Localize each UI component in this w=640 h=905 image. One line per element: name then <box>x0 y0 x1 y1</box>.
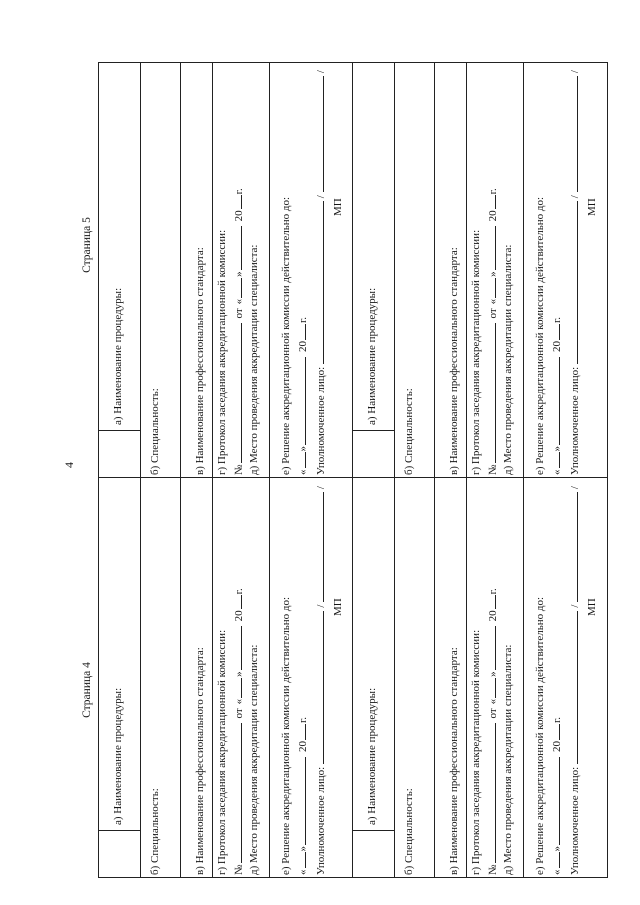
signature-blank <box>313 201 324 364</box>
protocol-number-blank <box>231 724 242 864</box>
signature-blank <box>567 611 578 764</box>
venue-label: д) Место проведения аккредитации специалиста: <box>248 244 260 475</box>
valid-day-blank <box>549 453 560 469</box>
protocol-year-suffix: г. <box>233 588 245 595</box>
accreditation-card <box>352 62 608 478</box>
row-divider <box>180 62 181 478</box>
protocol-year-blank <box>231 195 242 209</box>
protocol-from-label: от <box>233 308 245 319</box>
protocol-quote-open: « <box>487 698 499 705</box>
valid-quote-close: » <box>551 846 563 852</box>
specialty-label: б) Специальность: <box>149 788 161 875</box>
stamp-label: МП <box>332 198 344 216</box>
valid-year-blank <box>549 324 560 340</box>
row-divider <box>212 62 213 478</box>
valid-until-label: е) Решение аккредитационной комиссии действительно до: <box>534 596 546 875</box>
protocol-label: г) Протокол заседания аккредитационной комиссии: <box>216 229 228 475</box>
protocol-year-prefix: 20 <box>233 610 245 622</box>
page-title-5: Страница 5 <box>81 217 93 273</box>
valid-until-date-line <box>549 317 564 475</box>
standard-label: в) Наименование профессионального стандарта: <box>448 247 460 475</box>
valid-year-prefix: 20 <box>297 341 309 352</box>
protocol-number-blank <box>485 324 496 464</box>
row-divider <box>466 478 467 878</box>
specialty-label: б) Специальность: <box>149 388 161 475</box>
valid-quote-open: « <box>297 469 309 475</box>
signatory-line <box>313 486 328 875</box>
valid-until-label: е) Решение аккредитационной комиссии действительно до: <box>534 196 546 475</box>
row-divider <box>523 478 524 878</box>
valid-year-suffix: г. <box>551 316 563 323</box>
procedure-label: а) Наименование процедуры: <box>112 287 124 425</box>
valid-year-prefix: 20 <box>551 341 563 352</box>
standard-label: в) Наименование профессионального стандарта: <box>194 647 206 875</box>
signature-slash: / <box>569 604 581 608</box>
stamp-label: МП <box>586 598 598 616</box>
protocol-month-blank <box>231 626 242 670</box>
number-sign: № <box>487 464 499 475</box>
protocol-year-suffix: г. <box>487 588 499 595</box>
protocol-year-prefix: 20 <box>487 610 499 622</box>
stamp-label: МП <box>586 198 598 216</box>
valid-quote-close: » <box>297 446 309 452</box>
protocol-month-blank <box>231 226 242 270</box>
row-divider <box>466 62 467 478</box>
accreditation-card <box>98 478 352 878</box>
protocol-number-blank <box>231 324 242 464</box>
protocol-number-line <box>485 588 500 875</box>
protocol-number-blank <box>485 724 496 864</box>
valid-day-blank <box>549 853 560 869</box>
protocol-from-label: от <box>233 708 245 719</box>
row-divider <box>434 62 435 478</box>
valid-quote-open: « <box>551 469 563 475</box>
specialty-label: б) Специальность: <box>403 388 415 475</box>
number-sign: № <box>487 864 499 875</box>
procedure-label: а) Наименование процедуры: <box>366 687 378 825</box>
protocol-quote-open: « <box>487 298 499 305</box>
valid-day-blank <box>295 453 306 469</box>
valid-year-prefix: 20 <box>297 741 309 752</box>
protocol-year-blank <box>485 195 496 209</box>
protocol-quote-open: « <box>233 298 245 305</box>
row-divider <box>269 478 270 878</box>
protocol-year-blank <box>485 595 496 609</box>
signatory-name-slash: / <box>315 70 327 74</box>
procedure-mark-box <box>352 430 394 478</box>
signatory-name-blank <box>567 492 578 601</box>
signature-slash: / <box>569 195 581 199</box>
signatory-label: Уполномоченное лицо: <box>569 766 581 875</box>
protocol-quote-close: » <box>487 271 499 277</box>
page-title-4: Страница 4 <box>81 662 93 718</box>
signatory-label: Уполномоченное лицо: <box>569 366 581 475</box>
row-divider <box>523 62 524 478</box>
row-divider <box>212 478 213 878</box>
valid-day-blank <box>295 853 306 869</box>
valid-quote-close: » <box>551 446 563 452</box>
row-divider <box>140 478 141 878</box>
procedure-label: а) Наименование процедуры: <box>112 687 124 825</box>
protocol-year-suffix: г. <box>233 188 245 195</box>
procedure-label: а) Наименование процедуры: <box>366 287 378 425</box>
protocol-from-label: от <box>487 708 499 719</box>
number-sign: № <box>233 864 245 875</box>
accreditation-card <box>352 478 608 878</box>
protocol-number-line <box>231 188 246 475</box>
protocol-year-prefix: 20 <box>487 210 499 222</box>
protocol-year-suffix: г. <box>487 188 499 195</box>
valid-month-blank <box>295 757 306 845</box>
valid-year-suffix: г. <box>297 716 309 723</box>
protocol-quote-close: » <box>233 671 245 677</box>
stamp-label: МП <box>332 598 344 616</box>
signatory-name-slash: / <box>315 486 327 490</box>
signatory-name-slash: / <box>569 486 581 490</box>
row-divider <box>140 62 141 478</box>
venue-label: д) Место проведения аккредитации специалиста: <box>248 644 260 875</box>
protocol-year-prefix: 20 <box>233 210 245 222</box>
protocol-day-blank <box>231 678 242 698</box>
protocol-number-line <box>485 188 500 475</box>
protocol-month-blank <box>485 226 496 270</box>
signatory-name-slash: / <box>569 70 581 74</box>
page-number: 4 <box>62 462 76 468</box>
protocol-label: г) Протокол заседания аккредитационной комиссии: <box>470 629 482 875</box>
signatory-line <box>567 70 582 475</box>
valid-month-blank <box>549 357 560 445</box>
valid-year-blank <box>295 724 306 740</box>
venue-label: д) Место проведения аккредитации специалиста: <box>502 244 514 475</box>
signatory-line <box>567 486 582 875</box>
signatory-label: Уполномоченное лицо: <box>315 766 327 875</box>
signatory-label: Уполномоченное лицо: <box>315 366 327 475</box>
protocol-month-blank <box>485 626 496 670</box>
protocol-day-blank <box>485 678 496 698</box>
signature-slash: / <box>315 195 327 199</box>
signatory-name-blank <box>567 76 578 192</box>
valid-year-prefix: 20 <box>551 741 563 752</box>
valid-year-blank <box>295 324 306 340</box>
signature-blank <box>313 611 324 764</box>
protocol-from-label: от <box>487 308 499 319</box>
row-divider <box>434 478 435 878</box>
accreditation-card <box>98 62 352 478</box>
row-divider <box>269 62 270 478</box>
protocol-label: г) Протокол заседания аккредитационной комиссии: <box>216 629 228 875</box>
row-divider <box>180 478 181 878</box>
protocol-quote-open: « <box>233 698 245 705</box>
valid-quote-open: « <box>297 869 309 875</box>
venue-label: д) Место проведения аккредитации специалиста: <box>502 644 514 875</box>
signature-slash: / <box>315 604 327 608</box>
valid-month-blank <box>295 357 306 445</box>
signature-blank <box>567 201 578 364</box>
protocol-day-blank <box>231 278 242 298</box>
valid-year-suffix: г. <box>297 316 309 323</box>
procedure-mark-box <box>352 830 394 878</box>
number-sign: № <box>233 464 245 475</box>
protocol-number-line <box>231 588 246 875</box>
row-divider <box>394 62 395 478</box>
row-divider <box>394 478 395 878</box>
protocol-day-blank <box>485 278 496 298</box>
signatory-line <box>313 70 328 475</box>
signatory-name-blank <box>313 492 324 601</box>
procedure-mark-box <box>98 430 140 478</box>
valid-year-suffix: г. <box>551 716 563 723</box>
valid-until-date-line <box>549 717 564 875</box>
standard-label: в) Наименование профессионального стандарта: <box>194 247 206 475</box>
protocol-year-blank <box>231 595 242 609</box>
procedure-mark-box <box>98 830 140 878</box>
valid-quote-open: « <box>551 869 563 875</box>
valid-month-blank <box>549 757 560 845</box>
protocol-label: г) Протокол заседания аккредитационной комиссии: <box>470 229 482 475</box>
valid-until-date-line <box>295 317 310 475</box>
valid-until-label: е) Решение аккредитационной комиссии действительно до: <box>280 196 292 475</box>
signatory-name-blank <box>313 76 324 192</box>
valid-year-blank <box>549 724 560 740</box>
standard-label: в) Наименование профессионального стандарта: <box>448 647 460 875</box>
valid-until-date-line <box>295 717 310 875</box>
specialty-label: б) Специальность: <box>403 788 415 875</box>
valid-quote-close: » <box>297 846 309 852</box>
protocol-quote-close: » <box>487 671 499 677</box>
valid-until-label: е) Решение аккредитационной комиссии действительно до: <box>280 596 292 875</box>
protocol-quote-close: » <box>233 271 245 277</box>
